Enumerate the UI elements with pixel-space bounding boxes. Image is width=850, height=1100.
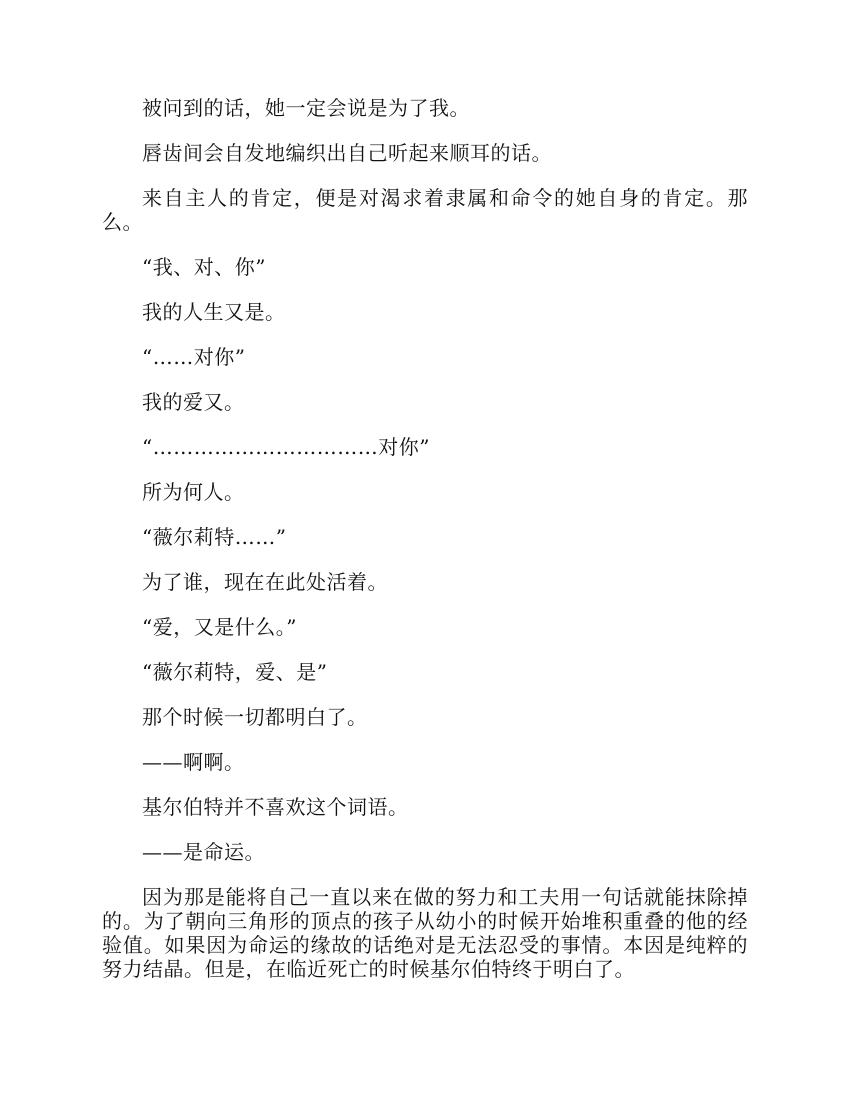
paragraph-8: “……………………………对你” xyxy=(142,435,430,459)
paragraph-1: 被问到的话，她一定会说是为了我。 xyxy=(142,96,470,120)
paragraph-4: “我、对、你” xyxy=(142,255,266,279)
paragraph-5: 我的人生又是。 xyxy=(142,300,286,324)
paragraph-3: 来自主人的肯定，便是对渴求着隶属和命令的她自身的肯定。那么。 xyxy=(102,186,748,234)
paragraph-2: 唇齿间会自发地编织出自己听起来顺耳的话。 xyxy=(142,141,552,165)
paragraph-14: 那个时候一切都明白了。 xyxy=(142,705,368,729)
paragraph-17: ——是命运。 xyxy=(142,840,265,864)
paragraph-9: 所为何人。 xyxy=(142,480,245,504)
paragraph-7: 我的爱又。 xyxy=(142,390,245,414)
document-page xyxy=(102,96,748,1002)
paragraph-12: “爱，又是什么。” xyxy=(142,615,297,639)
paragraph-6: “……对你” xyxy=(142,345,246,369)
paragraph-10: “薇尔莉特……” xyxy=(142,525,287,549)
paragraph-18: 因为那是能将自己一直以来在做的努力和工夫用一句话就能抹除掉的。为了朝向三角形的顶点的孩子从幼小的时候开始堆积重叠的他的经验值。如果因为命运的缘故的话绝对是无法忍受的事情。本因是纯粹的努力结晶。但是，在临近死亡的时候基尔伯特终于明白了。 xyxy=(102,885,748,981)
paragraph-15: ——啊啊。 xyxy=(142,750,245,774)
paragraph-13: “薇尔莉特，爱、是” xyxy=(142,660,328,684)
paragraph-16: 基尔伯特并不喜欢这个词语。 xyxy=(142,795,409,819)
paragraph-11: 为了谁，现在在此处活着。 xyxy=(142,570,388,594)
